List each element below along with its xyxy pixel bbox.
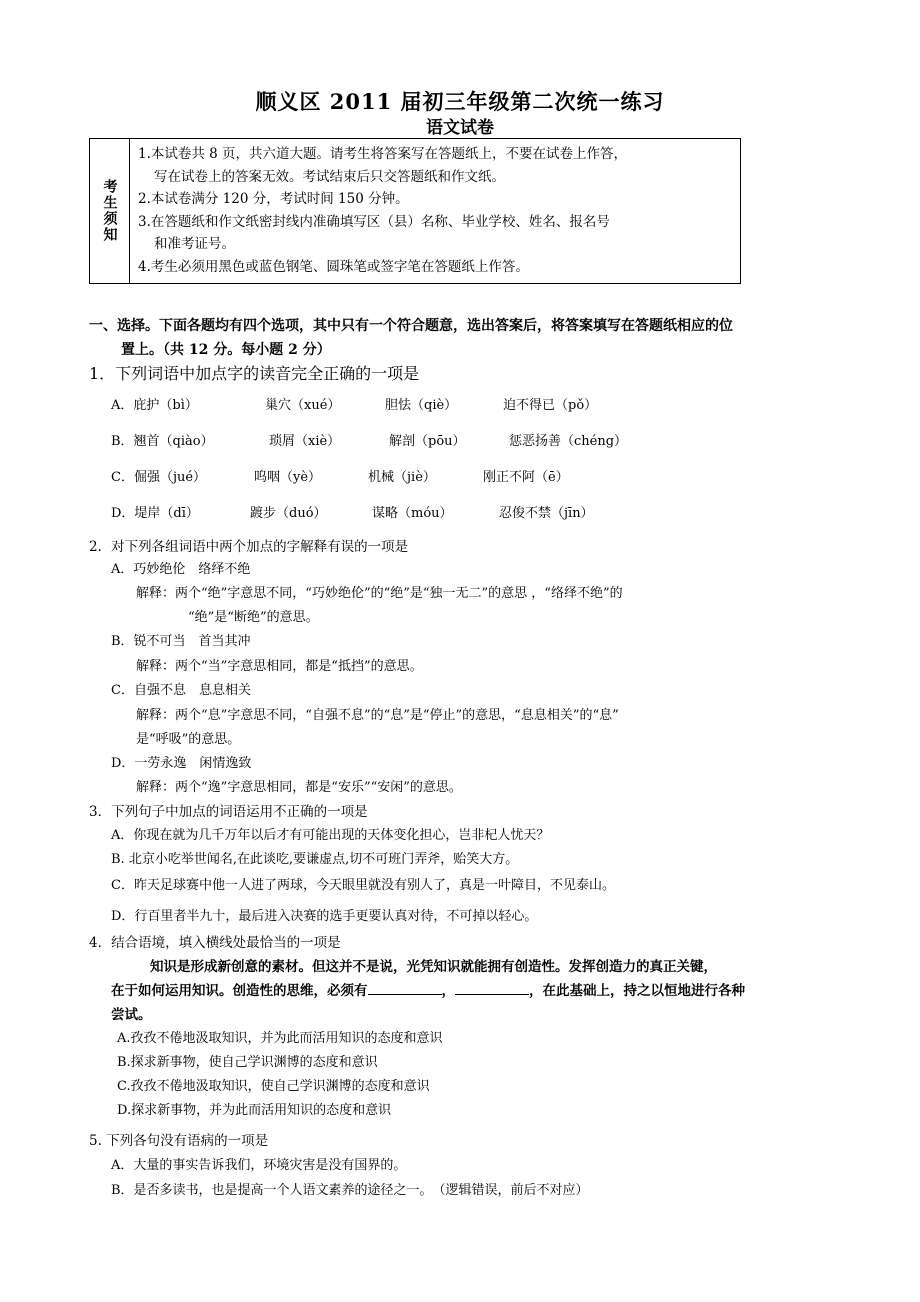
question-3-stem: 3．下列句子中加点的词语运用不正确的一项是 — [89, 804, 368, 820]
word: D．堤岸（dī） — [111, 506, 199, 521]
section-heading-line1: 一、选择。下面各题均有四个选项，其中只有一个符合题意，选出答案后，将答案填写在答题纸相应的位 — [89, 318, 733, 334]
notice-box — [89, 138, 741, 284]
word: 迫不得已（pǒ） — [503, 398, 598, 413]
question-2-explanation-a-cont: “绝”是“断绝”的意思。 — [188, 610, 319, 625]
notice-line: 写在试卷上的答案无效。考试结束后只交答题纸和作文纸。 — [154, 168, 505, 185]
question-5-option-b: B．是否多读书，也是提高一个人语文素养的途径之一。 （逻辑错误，前后不对应） — [111, 1183, 589, 1198]
word: 谋略（móu） — [372, 506, 453, 521]
notice-label: 考生须知 — [101, 179, 118, 243]
question-4-stem: 4．结合语境，填入横线处最恰当的一项是 — [89, 935, 341, 951]
word: 琐屑（xiè） — [269, 434, 341, 449]
fill-blank — [368, 982, 442, 995]
notice-line: 2.本试卷满分 120 分，考试时间 150 分钟。 — [138, 191, 409, 207]
question-5-stem: 5. 下列各句没有语病的一项是 — [89, 1133, 269, 1149]
word: 机械（jiè） — [368, 470, 436, 485]
word: B．翘首（qiào） — [111, 434, 214, 449]
question-2-explanation-b: 解释：两个“当”字意思相同，都是“抵挡”的意思。 — [136, 659, 423, 674]
page-subtitle: 语文试卷 — [426, 118, 494, 138]
question-2-option-c: C．自强不息 息息相关 — [111, 683, 251, 698]
word: 巢穴（xué） — [265, 398, 341, 413]
word: 踱步（duó） — [250, 506, 327, 521]
word: A．庇护（bì） — [111, 398, 198, 413]
page-title: 顺义区 2011 届初三年级第二次统一练习 — [255, 89, 665, 114]
question-2-explanation-c-cont: 是“呼吸”的意思。 — [136, 732, 241, 747]
question-5-option-a: A．大量的事实告诉我们，环境灾害是没有国界的。 — [111, 1158, 407, 1173]
section-heading-line2: 置上。（共 12 分。每小题 2 分） — [121, 342, 331, 358]
notice-line: 和准考证号。 — [154, 236, 235, 252]
question-4-passage-line3: 尝试。 — [111, 1007, 152, 1023]
notice-body — [138, 143, 734, 278]
fill-blank — [455, 982, 529, 995]
question-3-option-c: C．昨天足球赛中他一人进了两球，今天眼里就没有别人了，真是一叶障目，不见泰山。 — [111, 878, 615, 893]
question-2-explanation-a: 解释：两个“绝”字意思不同，“巧妙绝伦”的“绝”是“独一无二”的意思 ，“络绎不绝”的 — [136, 586, 623, 601]
question-2-option-d: D．一劳永逸 闲情逸致 — [111, 756, 252, 771]
question-1-stem: 1．下列词语中加点字的读音完全正确的一项是 — [89, 364, 420, 383]
question-1-option-a — [111, 394, 597, 413]
question-3-option-b: B. 北京小吃举世闻名,在此谈吃,要谦虚点,切不可班门弄斧，贻笑大方。 — [111, 852, 519, 867]
question-4-option-b: B.探求新事物，使自己学识渊博的态度和意识 — [117, 1055, 378, 1070]
word: 呜咽（yè） — [254, 470, 322, 485]
question-1-option-b — [111, 430, 627, 449]
notice-label-cell — [90, 139, 130, 283]
question-4-option-d: D.探求新事物，并为此而活用知识的态度和意识 — [117, 1103, 392, 1118]
question-1-option-d — [111, 502, 594, 521]
passage-text: 在于如何运用知识。创造性的思维，必须有 — [111, 983, 368, 999]
notice-line: 4.考生必须用黑色或蓝色钢笔、圆珠笔或签字笔在答题纸上作答。 — [138, 258, 529, 275]
word: 惩恶扬善（chéng） — [509, 434, 628, 449]
word: C．倔强（jué） — [111, 470, 207, 485]
passage-comma: ， — [441, 983, 455, 999]
notice-line: 3.在答题纸和作文纸密封线内准确填写区（县）名称、毕业学校、姓名、报名号 — [138, 213, 610, 230]
question-4-option-a: A.孜孜不倦地汲取知识，并为此而活用知识的态度和意识 — [117, 1031, 443, 1046]
passage-text: ，在此基础上，持之以恒地进行各种 — [529, 983, 745, 999]
word: 解剖（pōu） — [389, 434, 466, 449]
word: 胆怯（qiè） — [385, 398, 458, 413]
question-2-explanation-c: 解释：两个“息”字意思不同，“自强不息”的“息”是“停止”的意思，“息息相关”的“息” — [136, 708, 619, 723]
notice-line: 1.本试卷共 8 页，共六道大题。请考生将答案写在答题纸上，不要在试卷上作答， — [138, 146, 628, 162]
question-2-stem: 2．对下列各组词语中两个加点的字解释有误的一项是 — [89, 539, 409, 555]
word: 刚正不阿（ē） — [483, 470, 569, 485]
question-4-option-c: C.孜孜不倦地汲取知识，使自己学识渊博的态度和意识 — [117, 1079, 430, 1094]
word: 忍俊不禁（jīn） — [499, 506, 594, 521]
question-2-option-a: A．巧妙绝伦 络绎不绝 — [111, 562, 251, 577]
question-4-passage-line2 — [111, 979, 745, 999]
question-1-option-c — [111, 466, 569, 485]
question-3-option-a: A．你现在就为几千万年以后才有可能出现的天体变化担心，岂非杞人忧天？ — [111, 828, 550, 843]
question-2-explanation-d: 解释：两个“逸”字意思相同，都是“安乐”“安闲”的意思。 — [136, 780, 462, 795]
question-2-option-b: B．锐不可当 首当其冲 — [111, 634, 251, 649]
question-4-passage-line1: 知识是形成新创意的素材。但这并不是说，光凭知识就能拥有创造性。发挥创造力的真正关键， — [150, 959, 717, 975]
question-3-option-d: D．行百里者半九十，最后进入决赛的选手更要认真对待，不可掉以轻心。 — [111, 909, 538, 924]
